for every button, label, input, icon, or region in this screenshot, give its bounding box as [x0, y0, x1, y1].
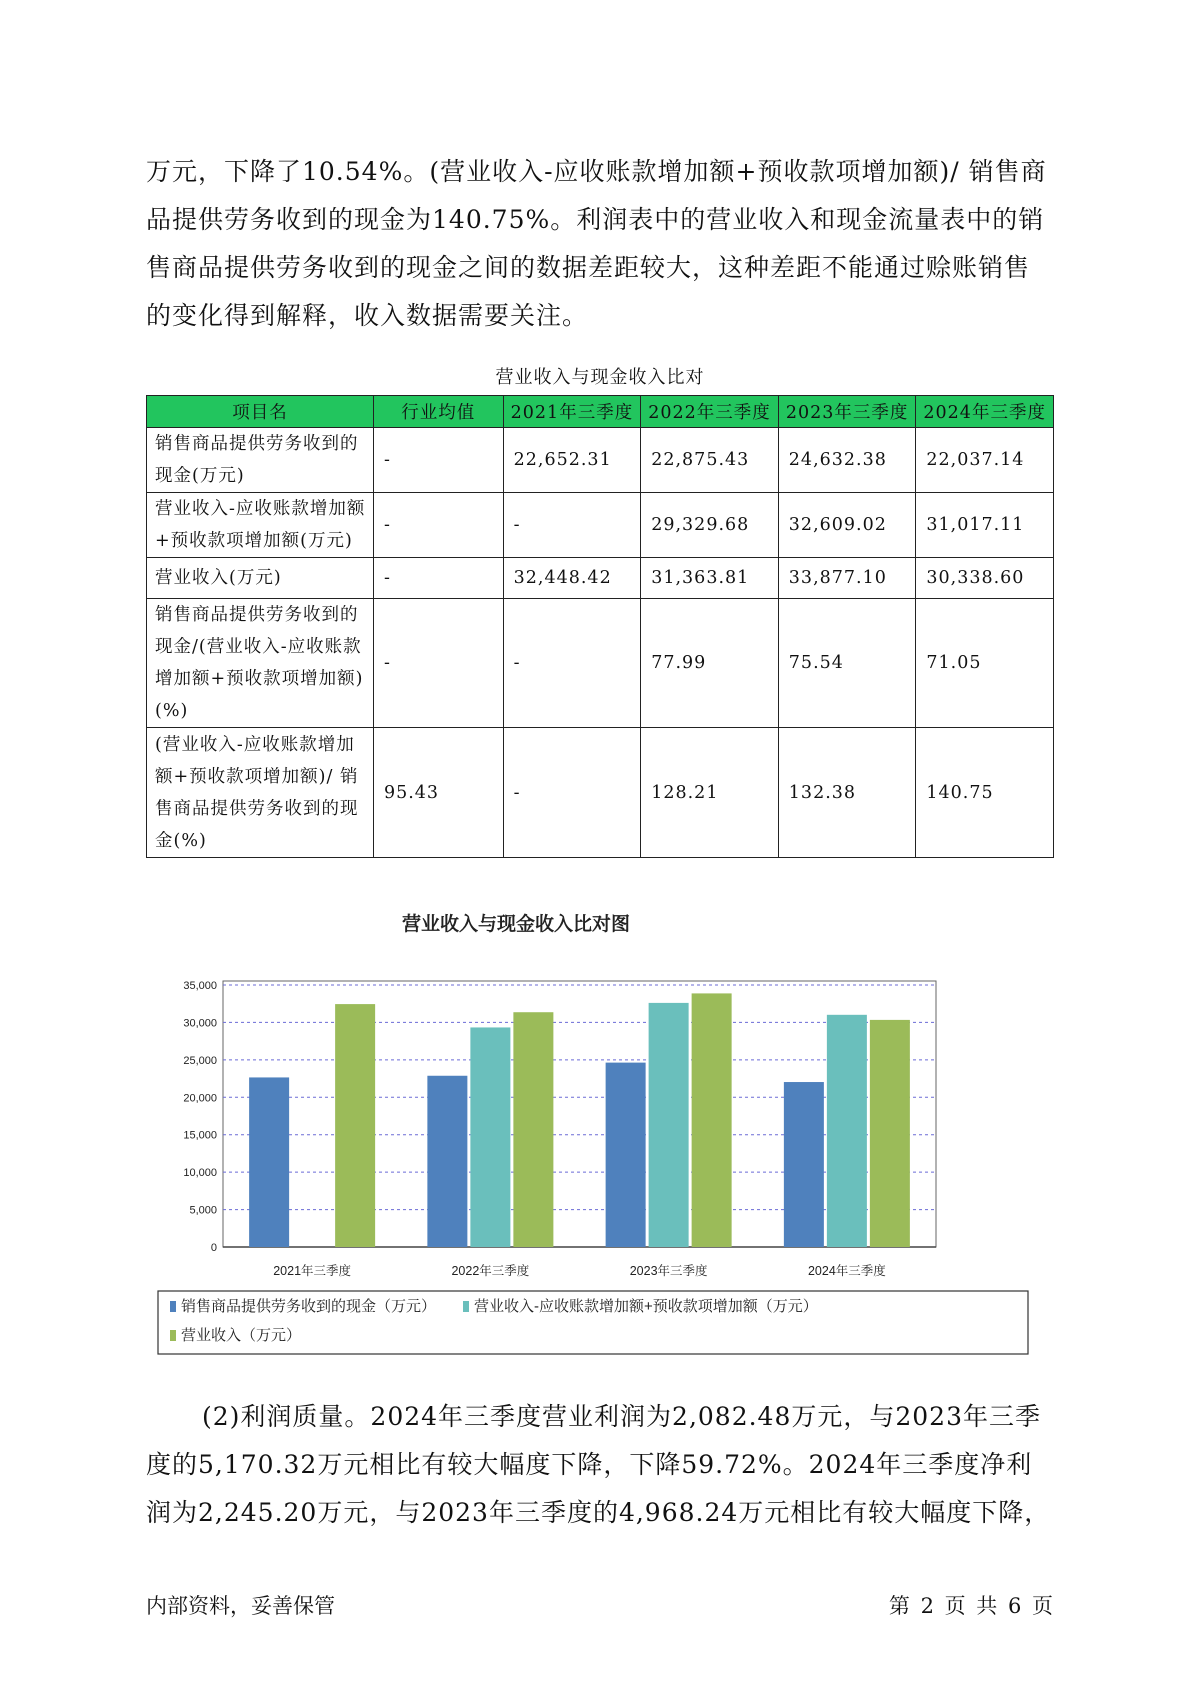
legend-label: 销售商品提供劳务收到的现金（万元） — [181, 1298, 437, 1315]
cell: 31,363.81 — [641, 558, 779, 599]
row-label: 营业收入-应收账款增加额+预收款项增加额(万元) — [147, 493, 374, 558]
x-tick-label: 2023年三季度 — [629, 1264, 708, 1278]
cell: - — [373, 558, 503, 599]
bar — [427, 1076, 467, 1247]
cell: 71.05 — [916, 599, 1054, 728]
cell: 77.99 — [641, 599, 779, 728]
table-row — [147, 728, 1054, 858]
header-2023q3: 2023年三季度 — [778, 396, 916, 428]
x-tick-label: 2021年三季度 — [273, 1264, 352, 1278]
bar — [870, 1020, 910, 1247]
revenue-cash-table — [146, 395, 1054, 858]
y-tick-label: 10,000 — [183, 1167, 217, 1180]
cell: 24,632.38 — [778, 428, 916, 493]
paragraph-revenue-analysis: 万元，下降了10.54%。(营业收入-应收账款增加额+预收款项增加额)/ 销售商品提供劳务收到的现金为140.75%。利润表中的营业收入和现金流量表中的销售商品提供劳务收到的现金之间的数据差距较大，这种差距不能通过赊账销售的变化得到解释，收入数据需要关注。 — [146, 157, 1047, 330]
cell: 31,017.11 — [916, 493, 1054, 558]
y-tick-label: 5,000 — [189, 1204, 217, 1217]
table-row — [147, 493, 1054, 558]
bar — [649, 1003, 689, 1247]
bar — [513, 1012, 553, 1247]
bar — [249, 1077, 289, 1247]
cell: 128.21 — [641, 728, 779, 858]
y-tick-label: 15,000 — [183, 1129, 217, 1142]
cell: 32,609.02 — [778, 493, 916, 558]
row-label: (营业收入-应收账款增加额+预收款项增加额)/ 销售商品提供劳务收到的现金(%) — [147, 728, 374, 858]
legend-swatch — [170, 1301, 176, 1312]
x-tick-label: 2024年三季度 — [807, 1264, 886, 1278]
table-row — [147, 558, 1054, 599]
bar — [606, 1063, 646, 1247]
footer-confidential: 内部资料，妥善保管 — [146, 1594, 335, 1618]
header-2021q3: 2021年三季度 — [503, 396, 641, 428]
cell: 75.54 — [778, 599, 916, 728]
y-tick-label: 20,000 — [183, 1092, 217, 1105]
y-tick-label: 0 — [210, 1242, 217, 1254]
legend-label: 营业收入（万元） — [181, 1327, 302, 1344]
cell: 32,448.42 — [503, 558, 641, 599]
header-item-name: 项目名 — [147, 396, 374, 428]
bar — [827, 1015, 867, 1247]
cell: - — [373, 493, 503, 558]
cell: 22,037.14 — [916, 428, 1054, 493]
x-tick-label: 2022年三季度 — [451, 1264, 530, 1278]
cell: 29,329.68 — [641, 493, 779, 558]
cell: 140.75 — [916, 728, 1054, 858]
legend-swatch — [463, 1301, 469, 1312]
bar — [692, 993, 732, 1247]
bar — [335, 1004, 375, 1247]
y-tick-label: 25,000 — [183, 1054, 217, 1067]
cell: 22,652.31 — [503, 428, 641, 493]
table-row — [147, 428, 1054, 493]
cell: - — [373, 428, 503, 493]
legend-label: 营业收入-应收账款增加额+预收款项增加额（万元） — [474, 1298, 818, 1315]
row-label: 销售商品提供劳务收到的现金/(营业收入-应收账款增加额+预收款项增加额)(%) — [147, 599, 374, 728]
revenue-cash-bar-chart — [146, 900, 1046, 1355]
header-2022q3: 2022年三季度 — [641, 396, 779, 428]
bar — [470, 1027, 510, 1247]
cell: 30,338.60 — [916, 558, 1054, 599]
chart-title: 营业收入与现金收入比对图 — [401, 914, 631, 935]
cell: - — [503, 599, 641, 728]
table-header-row — [147, 396, 1054, 428]
cell: - — [373, 599, 503, 728]
footer-page-number: 第 2 页 共 6 页 — [888, 1594, 1053, 1618]
y-tick-label: 30,000 — [183, 1017, 217, 1030]
cell: - — [503, 493, 641, 558]
cell: 132.38 — [778, 728, 916, 858]
cell: - — [503, 728, 641, 858]
y-tick-label: 35,000 — [183, 980, 217, 992]
table-title: 营业收入与现金收入比对 — [495, 367, 705, 388]
table-row — [147, 599, 1054, 728]
header-industry-avg: 行业均值 — [373, 396, 503, 428]
paragraph-profit-quality: (2)利润质量。2024年三季度营业利润为2,082.48万元，与2023年三季度的5,170.32万元相比有较大幅度下降，下降59.72%。2024年三季度净利润为2,245.20万元，与2023年三季度的4,968.24万元相比有较大幅度下降， — [146, 1402, 1051, 1527]
header-2024q3: 2024年三季度 — [916, 396, 1054, 428]
bar — [784, 1082, 824, 1247]
row-label: 营业收入(万元) — [147, 558, 374, 599]
cell: 22,875.43 — [641, 428, 779, 493]
cell: 95.43 — [373, 728, 503, 858]
row-label: 销售商品提供劳务收到的现金(万元) — [147, 428, 374, 493]
legend-swatch — [170, 1330, 176, 1341]
cell: 33,877.10 — [778, 558, 916, 599]
